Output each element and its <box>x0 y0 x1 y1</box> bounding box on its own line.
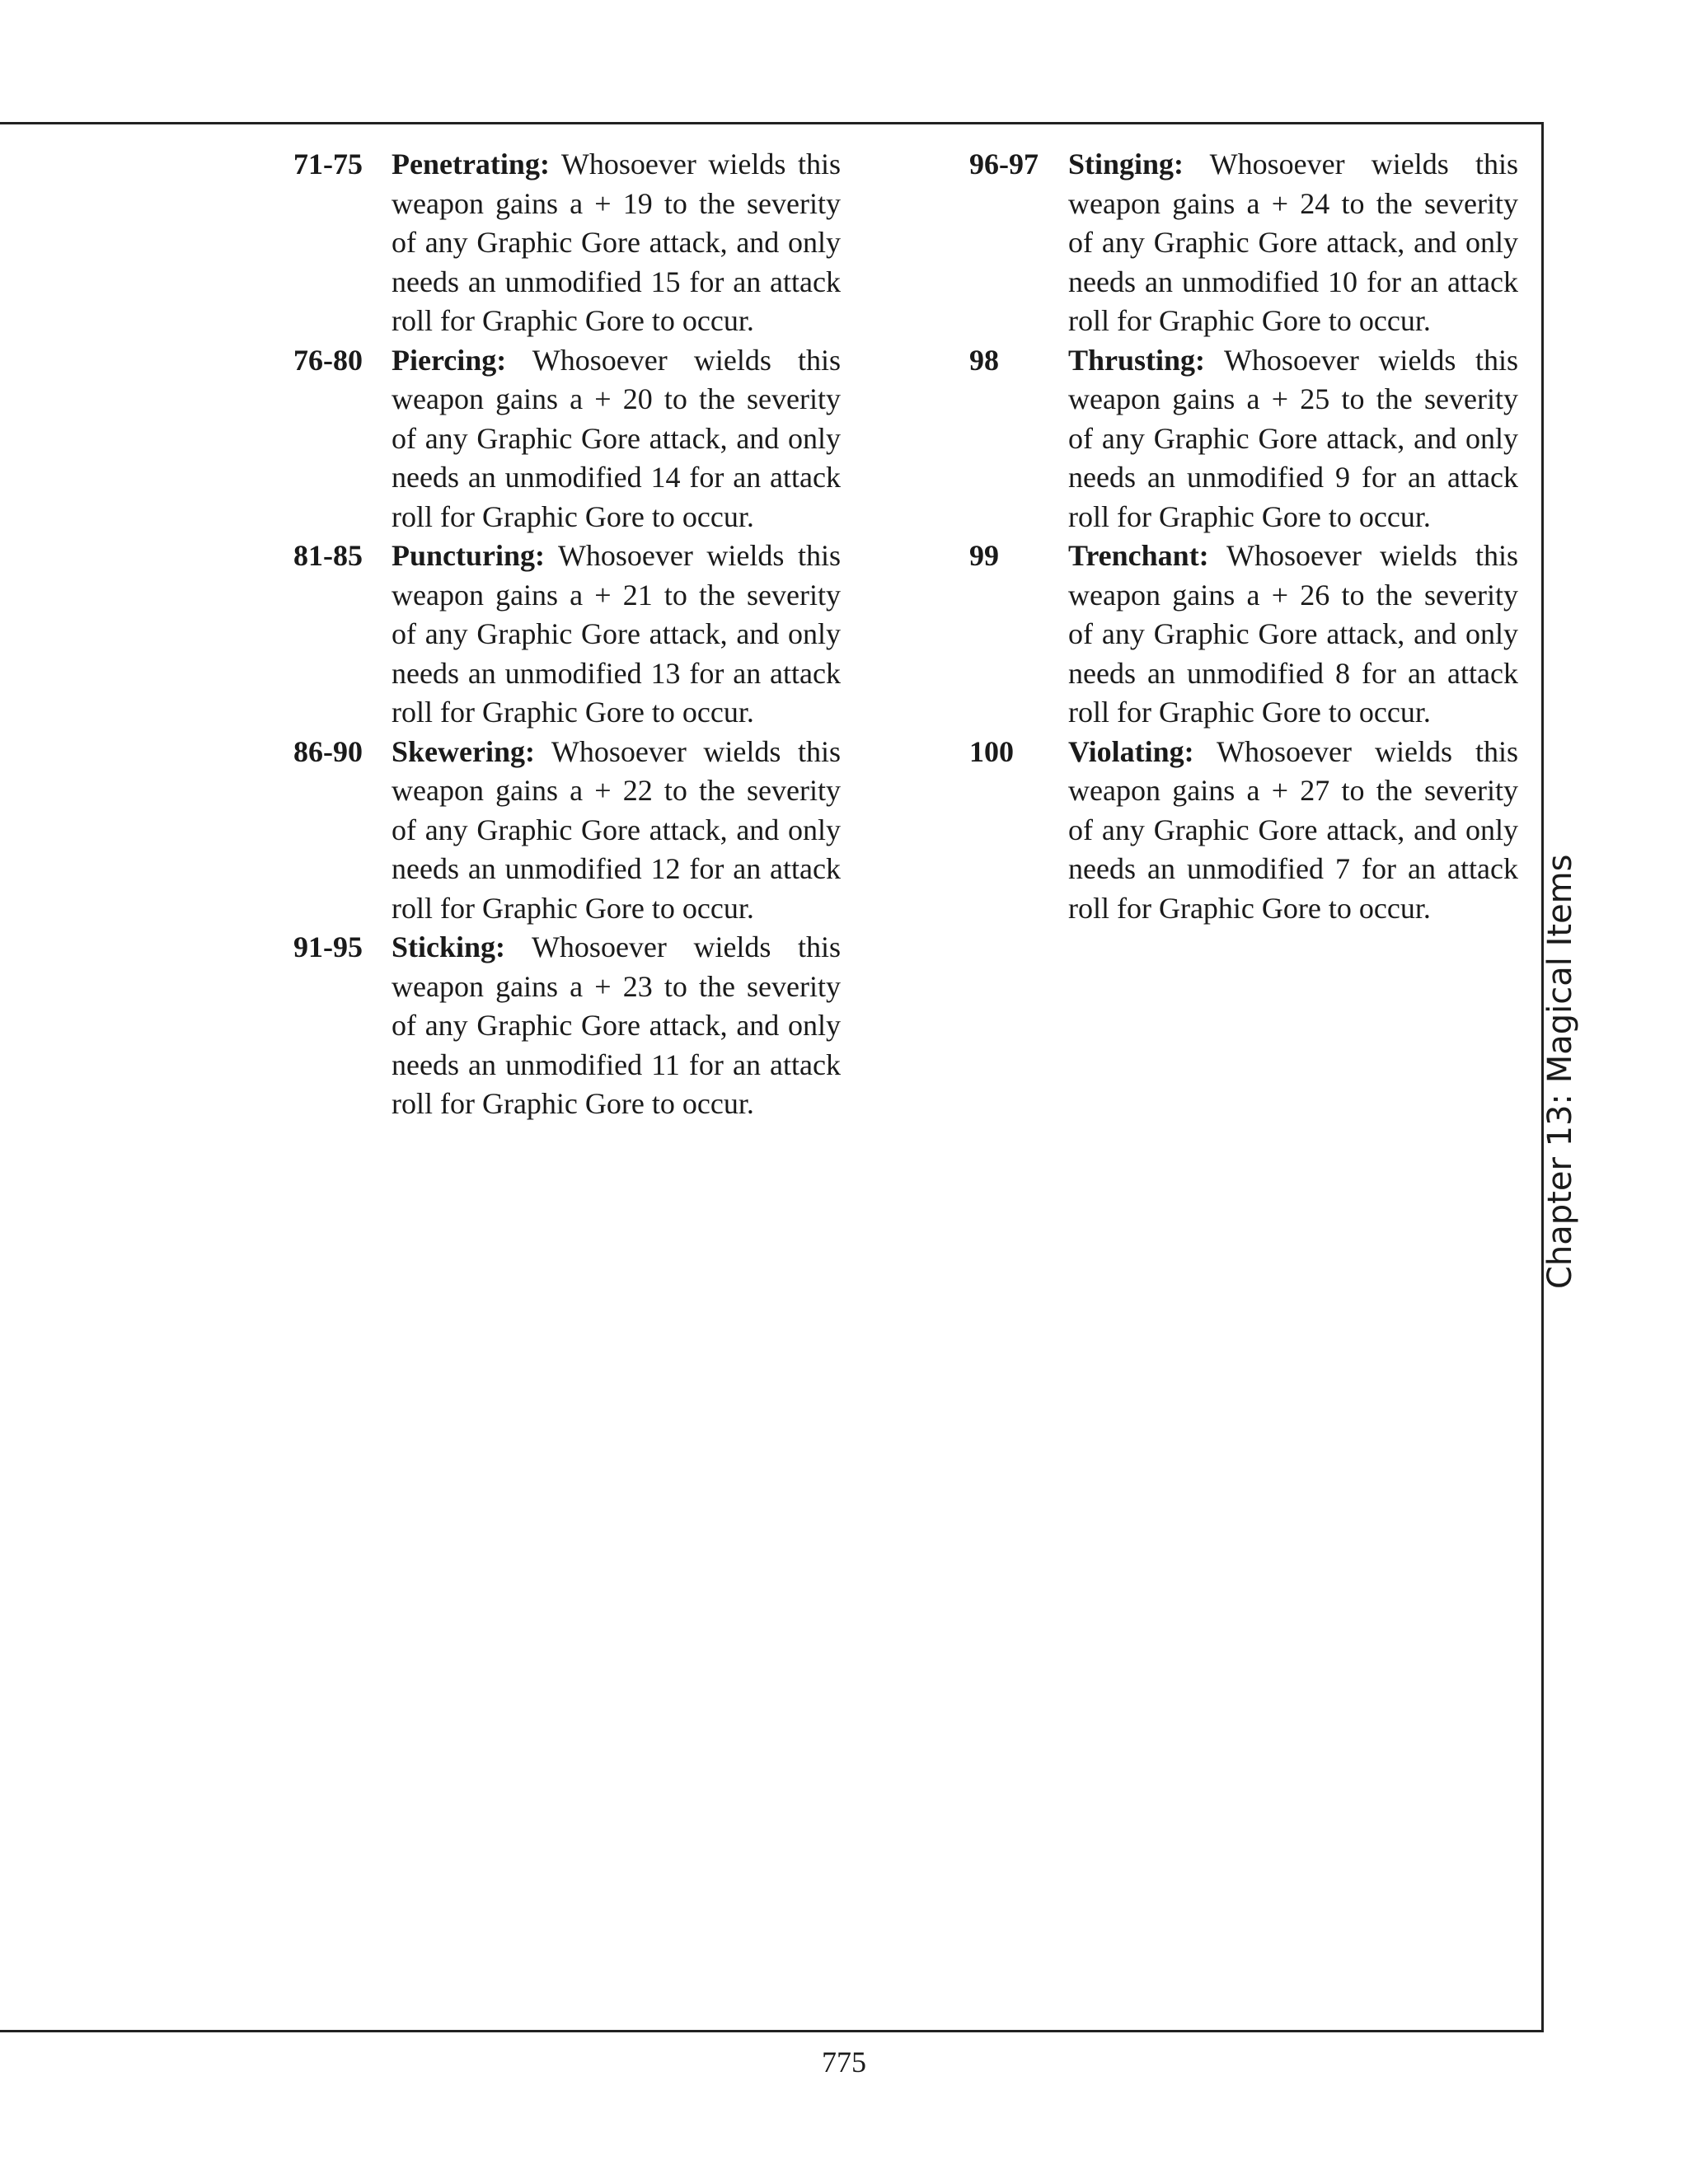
entry-name: Stinging: <box>1068 148 1184 180</box>
entry-description <box>392 928 841 1124</box>
entry-text: Whosoever wields this weapon gains a + 26 to the severity of any Graphic Gore attack, and only needs an unmodified 8 for an attack roll for Graphic Gore to occur. <box>1068 539 1519 729</box>
table-entry <box>969 341 1518 537</box>
left-column <box>293 145 841 1124</box>
entry-name: Penetrating: <box>392 148 550 180</box>
entry-description <box>1068 341 1518 537</box>
roll-range: 91-95 <box>293 930 363 963</box>
roll-range: 96-97 <box>969 148 1039 180</box>
table-entry <box>293 537 841 733</box>
page-frame-bottom-rule <box>0 2030 1544 2032</box>
entry-name: Thrusting: <box>1068 343 1206 377</box>
roll-range: 71-75 <box>293 148 363 180</box>
roll-range: 76-80 <box>293 343 363 377</box>
entry-text: Whosoever wields this weapon gains a + 24 to the severity of any Graphic Gore attack, and only needs an unmodified 10 for an attack roll for Graphic Gore to occur. <box>1068 148 1518 337</box>
entry-text: Whosoever wields this weapon gains a + 25 to the severity of any Graphic Gore attack, and only needs an unmodified 9 for an attack roll for Graphic Gore to occur. <box>1068 343 1518 533</box>
roll-range: 81-85 <box>293 539 363 572</box>
entry-text: Whosoever wields this weapon gains a + 21 to the severity of any Graphic Gore attack, and only needs an unmodified 13 for an attack roll for Graphic Gore to occur. <box>392 539 841 729</box>
table-entry <box>293 733 841 929</box>
entry-name: Piercing: <box>392 343 507 377</box>
entry-name: Violating: <box>1068 734 1194 768</box>
entry-text: Whosoever wields this weapon gains a + 27 to the severity of any Graphic Gore attack, and only needs an unmodified 7 for an attack roll for Graphic Gore to occur. <box>1068 734 1519 925</box>
entry-description <box>392 145 841 341</box>
entry-text: Whosoever wields this weapon gains a + 23 to the severity of any Graphic Gore attack, and only needs an unmodified 11 for an attack roll for Graphic Gore to occur. <box>392 930 842 1120</box>
entry-name: Puncturing: <box>392 539 546 572</box>
entry-description <box>392 733 841 929</box>
chapter-side-title: Chapter 13: Magical Items <box>1541 854 1579 1289</box>
roll-range: 98 <box>969 343 999 377</box>
entry-name: Sticking: <box>392 930 506 963</box>
entry-text: Whosoever wields this weapon gains a + 19 to the severity of any Graphic Gore attack, and only needs an unmodified 15 for an attack roll for Graphic Gore to occur. <box>392 148 842 337</box>
table-entry <box>969 145 1518 341</box>
page-frame-top-rule <box>0 122 1544 124</box>
entry-description <box>392 341 841 537</box>
roll-range: 100 <box>969 734 1014 768</box>
entry-name: Trenchant: <box>1068 539 1209 572</box>
page-number: 775 <box>822 2046 866 2079</box>
entry-name: Skewering: <box>392 734 535 768</box>
entry-description <box>1068 537 1518 733</box>
entry-text: Whosoever wields this weapon gains a + 22 to the severity of any Graphic Gore attack, and only needs an unmodified 12 for an attack roll for Graphic Gore to occur. <box>392 734 841 925</box>
right-column <box>969 145 1518 928</box>
table-entry <box>293 145 841 341</box>
entry-description <box>1068 733 1518 929</box>
roll-range: 99 <box>969 539 999 572</box>
entry-description <box>392 537 841 733</box>
table-entry <box>969 537 1518 733</box>
table-entry <box>969 733 1518 929</box>
entry-text: Whosoever wields this weapon gains a + 20 to the severity of any Graphic Gore attack, and only needs an unmodified 14 for an attack roll for Graphic Gore to occur. <box>392 343 842 533</box>
entry-description <box>1068 145 1518 341</box>
table-entry <box>293 928 841 1124</box>
table-entry <box>293 341 841 537</box>
roll-range: 86-90 <box>293 734 363 768</box>
